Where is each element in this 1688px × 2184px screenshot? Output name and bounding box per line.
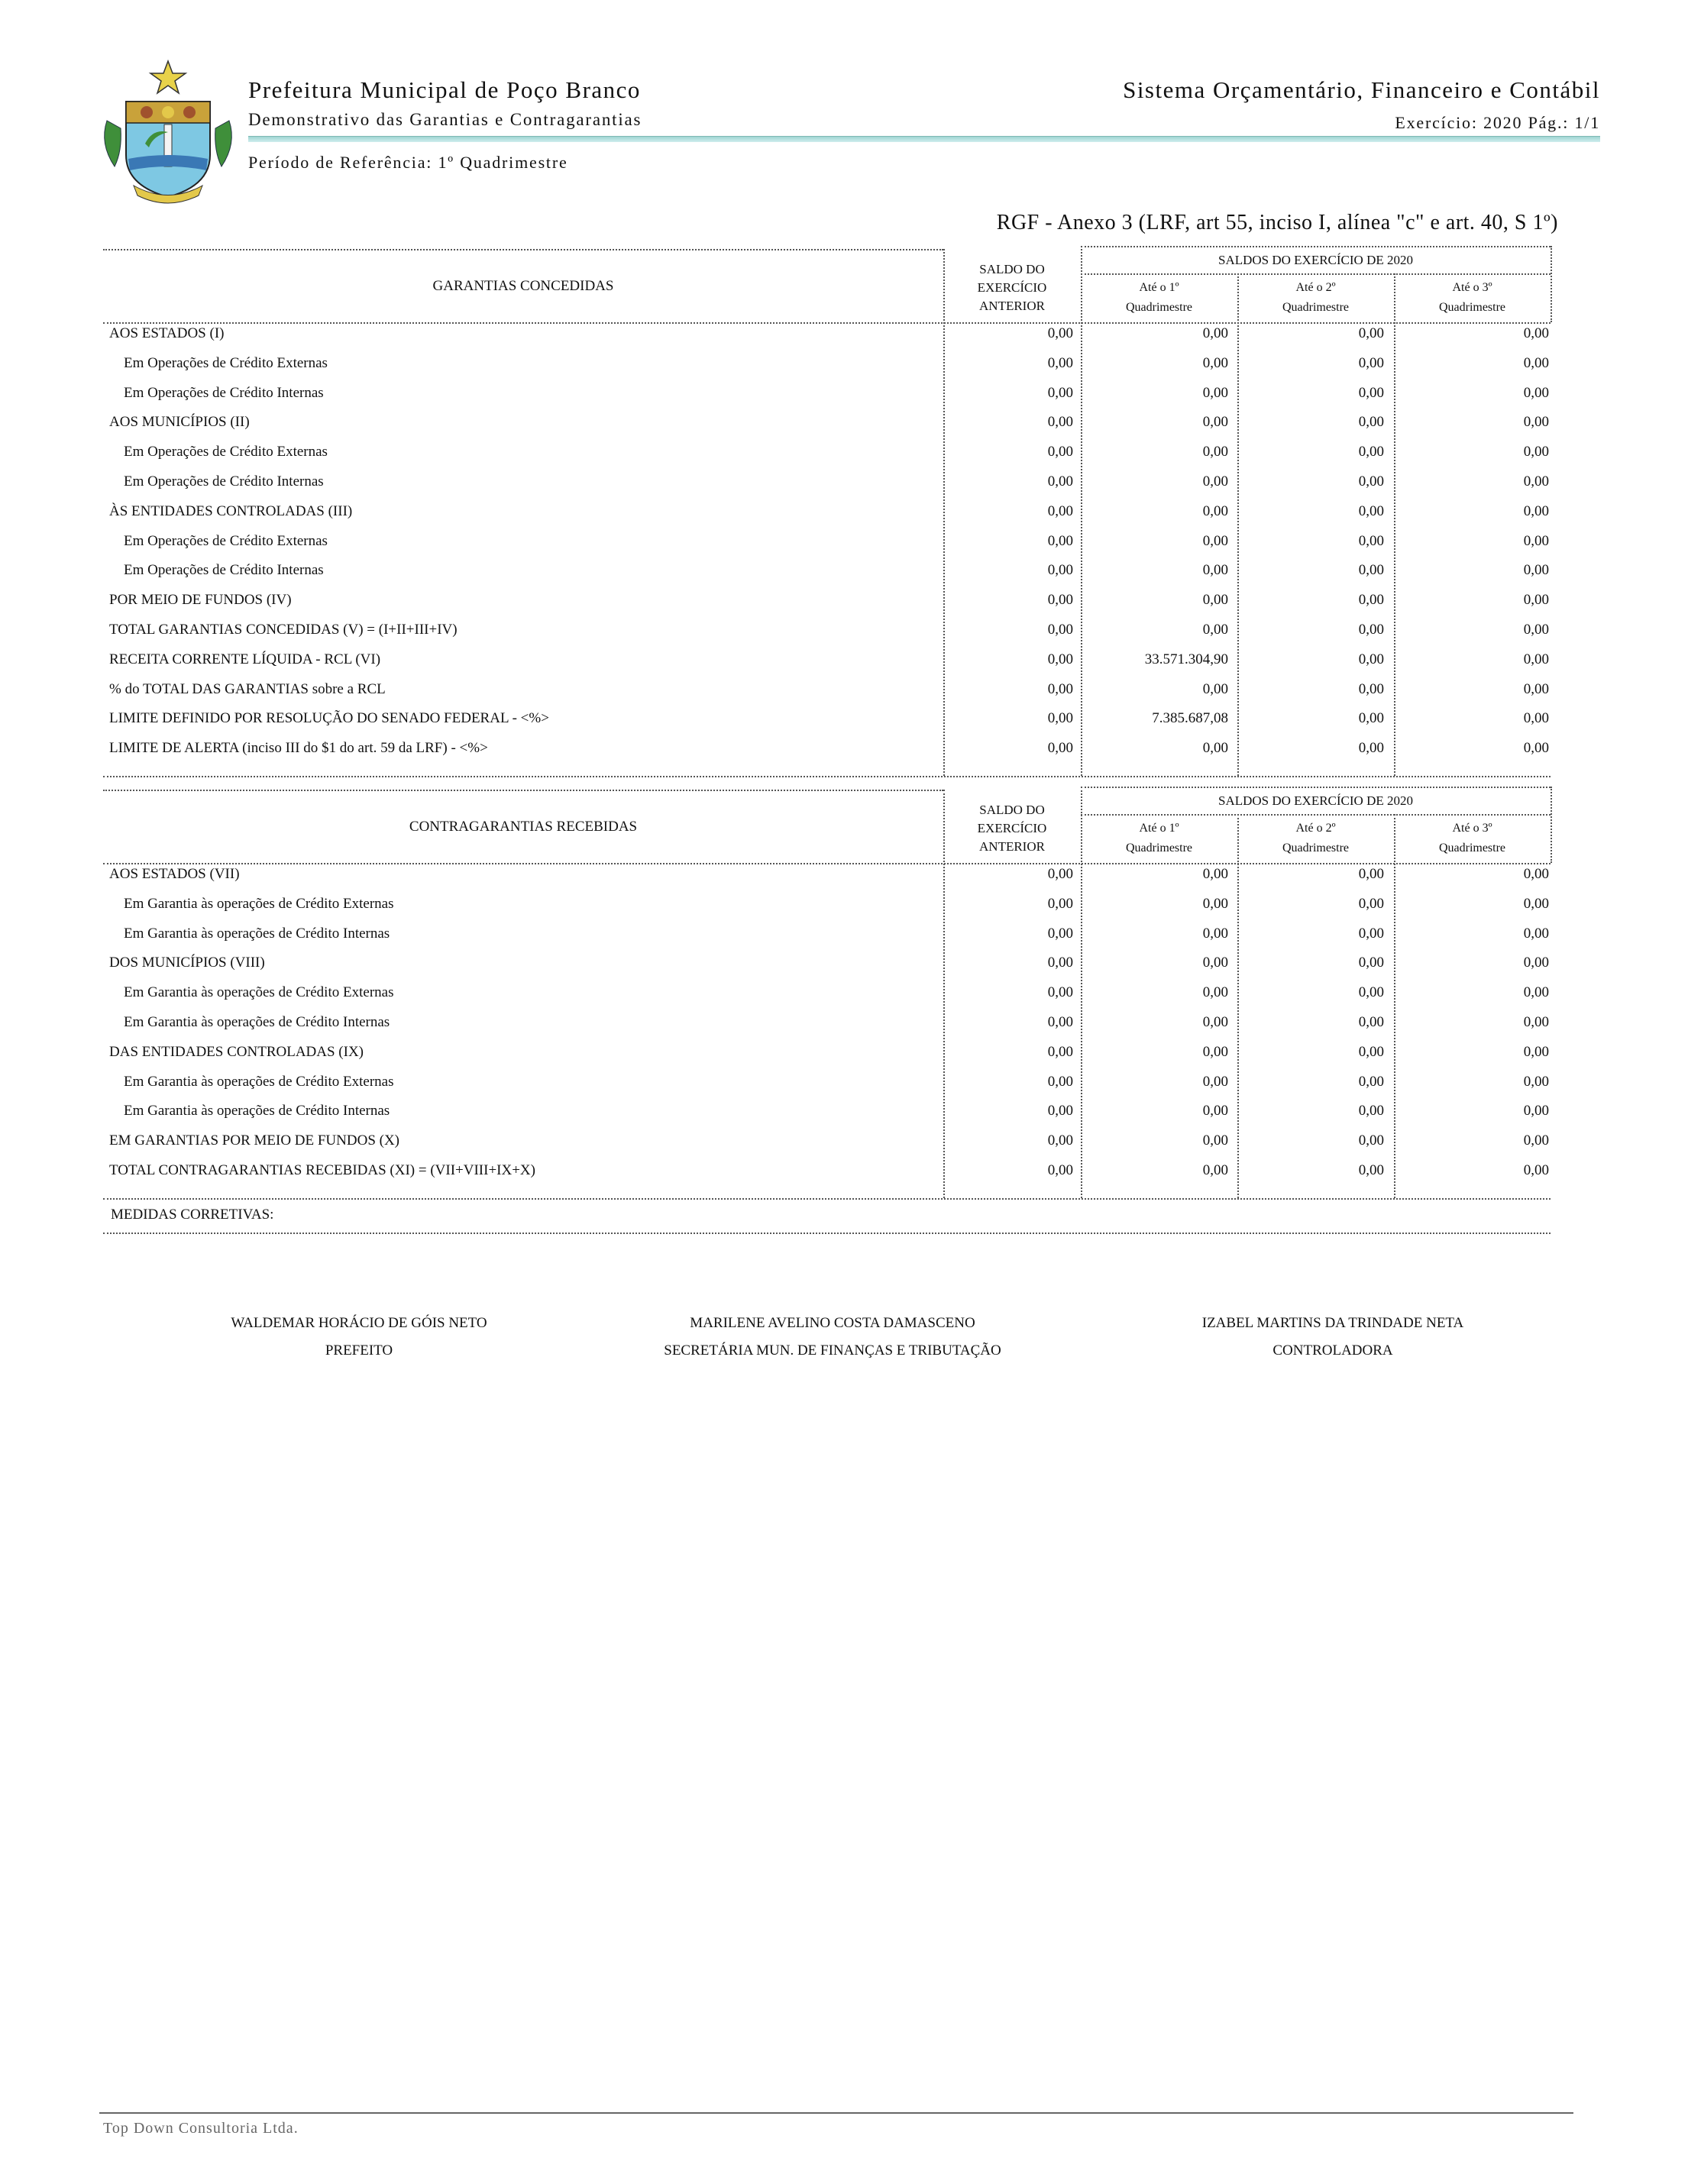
row-value: 0,00 [1047, 502, 1073, 519]
period-header-1: Quadrimestre [1125, 301, 1193, 314]
table1-top-rule [103, 249, 943, 250]
row-value: 0,00 [1523, 1073, 1549, 1090]
row-value: 0,00 [1358, 1103, 1384, 1119]
period-header-3: Quadrimestre [1438, 301, 1506, 314]
row-value: 0,00 [1047, 651, 1073, 667]
signature-role-1: PREFEITO [325, 1342, 393, 1359]
row-value: 0,00 [1047, 1073, 1073, 1090]
row-value: 0,00 [1523, 592, 1549, 609]
row-value: 0,00 [1523, 502, 1549, 519]
row-value: 0,00 [1202, 1103, 1228, 1119]
period-header-1: Até o 1º [1139, 822, 1179, 835]
row-value: 0,00 [1523, 562, 1549, 579]
saldo-anterior-header: SALDO DO [979, 262, 1045, 276]
row-value: 0,00 [1047, 1014, 1073, 1030]
row-value: 0,00 [1523, 955, 1549, 971]
row-label: AOS ESTADOS (VII) [109, 866, 240, 882]
organization-name: Prefeitura Municipal de Poço Branco [248, 76, 641, 103]
row-label: Em Garantia às operações de Crédito Externas [124, 895, 394, 912]
row-value: 0,00 [1523, 473, 1549, 489]
row-label: Em Operações de Crédito Internas [124, 562, 324, 579]
row-label: EM GARANTIAS POR MEIO DE FUNDOS (X) [109, 1132, 400, 1149]
row-value: 0,00 [1358, 1132, 1384, 1149]
table2-title: CONTRAGARANTIAS RECEBIDAS [409, 819, 638, 835]
table2-bottom-rule [103, 1198, 1551, 1200]
row-value: 0,00 [1047, 414, 1073, 431]
row-label: Em Garantia às operações de Crédito Internas [124, 1103, 390, 1119]
row-label: Em Garantia às operações de Crédito Internas [124, 925, 390, 942]
row-value: 0,00 [1202, 532, 1228, 549]
row-value: 0,00 [1358, 1073, 1384, 1090]
row-value: 0,00 [1358, 444, 1384, 460]
row-value: 0,00 [1523, 651, 1549, 667]
saldo-anterior-header: EXERCÍCIO [977, 821, 1047, 835]
row-value: 0,00 [1047, 444, 1073, 460]
table1-header-bottom-rule [103, 322, 1551, 324]
row-label: Em Garantia às operações de Crédito Externas [124, 1073, 394, 1090]
row-value: 0,00 [1358, 384, 1384, 401]
row-value: 0,00 [1523, 414, 1549, 431]
row-value: 0,00 [1358, 532, 1384, 549]
row-value: 0,00 [1202, 354, 1228, 371]
table2-top-rule [103, 790, 943, 791]
row-value: 0,00 [1358, 622, 1384, 638]
row-value: 33.571.304,90 [1144, 651, 1228, 667]
period-header-2: Quadrimestre [1282, 301, 1350, 314]
table1-right-border [1551, 246, 1552, 322]
row-value: 0,00 [1523, 1103, 1549, 1119]
row-label: DOS MUNICÍPIOS (VIII) [109, 955, 265, 971]
row-value: 0,00 [1047, 680, 1073, 697]
row-label: Em Garantia às operações de Crédito Internas [124, 1014, 390, 1030]
saldos-exercicio-header: SALDOS DO EXERCÍCIO DE 2020 [1218, 793, 1413, 808]
row-value: 0,00 [1202, 502, 1228, 519]
table1-title: GARANTIAS CONCEDIDAS [432, 278, 614, 294]
row-value: 0,00 [1358, 562, 1384, 579]
document-title: Demonstrativo das Garantias e Contragarantias [248, 110, 642, 129]
medidas-divider [103, 1233, 1551, 1234]
row-value: 0,00 [1358, 955, 1384, 971]
row-value: 0,00 [1047, 1132, 1073, 1149]
row-value: 0,00 [1047, 532, 1073, 549]
table1-bottom-rule [103, 776, 1551, 777]
row-value: 0,00 [1202, 740, 1228, 757]
row-value: 0,00 [1523, 1162, 1549, 1178]
row-value: 0,00 [1202, 1132, 1228, 1149]
row-value: 0,00 [1358, 651, 1384, 667]
row-value: 0,00 [1047, 895, 1073, 912]
row-value: 0,00 [1523, 680, 1549, 697]
table1-col-divider [1237, 273, 1239, 776]
row-value: 0,00 [1358, 354, 1384, 371]
period-header-3: Até o 3º [1452, 281, 1492, 294]
row-value: 0,00 [1523, 925, 1549, 942]
row-value: 0,00 [1358, 1014, 1384, 1030]
period-header-3: Até o 3º [1452, 822, 1492, 835]
row-label: Em Operações de Crédito Internas [124, 473, 324, 489]
row-value: 0,00 [1202, 984, 1228, 1001]
row-value: 0,00 [1047, 1103, 1073, 1119]
table2-group-top-rule [1081, 787, 1551, 788]
row-value: 0,00 [1358, 740, 1384, 757]
medidas-corretivas-label: MEDIDAS CORRETIVAS: [111, 1207, 274, 1223]
table2-group-sub-rule [1081, 814, 1551, 816]
row-value: 0,00 [1047, 562, 1073, 579]
row-label: % do TOTAL DAS GARANTIAS sobre a RCL [109, 680, 386, 697]
row-value: 0,00 [1523, 1014, 1549, 1030]
table2-col-divider [1237, 814, 1239, 1198]
row-value: 0,00 [1358, 984, 1384, 1001]
row-value: 0,00 [1202, 1043, 1228, 1060]
saldos-exercicio-header: SALDOS DO EXERCÍCIO DE 2020 [1218, 253, 1413, 267]
row-value: 0,00 [1523, 1043, 1549, 1060]
signature-name-3: IZABEL MARTINS DA TRINDADE NETA [1201, 1315, 1464, 1331]
row-label: LIMITE DE ALERTA (inciso III do $1 do art. 59 da LRF) - <%> [109, 740, 488, 757]
row-value: 0,00 [1202, 1162, 1228, 1178]
row-value: 0,00 [1523, 740, 1549, 757]
signature-name-2: MARILENE AVELINO COSTA DAMASCENO [690, 1315, 975, 1331]
row-value: 7.385.687,08 [1152, 710, 1228, 727]
saldo-anterior-header: EXERCÍCIO [977, 280, 1047, 295]
row-label: Em Operações de Crédito Externas [124, 532, 328, 549]
saldo-anterior-header: ANTERIOR [979, 839, 1045, 854]
row-value: 0,00 [1202, 1014, 1228, 1030]
exercise-page: Exercício: 2020 Pág.: 1/1 [1395, 113, 1600, 132]
row-value: 0,00 [1358, 473, 1384, 489]
row-label: AOS MUNICÍPIOS (II) [109, 414, 250, 431]
row-value: 0,00 [1523, 984, 1549, 1001]
saldo-anterior-header: SALDO DO [979, 803, 1045, 817]
row-value: 0,00 [1202, 955, 1228, 971]
row-label: RECEITA CORRENTE LÍQUIDA - RCL (VI) [109, 651, 381, 667]
period-header-2: Até o 2º [1295, 822, 1336, 835]
row-value: 0,00 [1202, 592, 1228, 609]
row-value: 0,00 [1358, 414, 1384, 431]
row-label: POR MEIO DE FUNDOS (IV) [109, 592, 292, 609]
row-value: 0,00 [1202, 680, 1228, 697]
row-value: 0,00 [1047, 473, 1073, 489]
municipal-coat-of-arms-logo [92, 60, 244, 205]
row-value: 0,00 [1523, 866, 1549, 882]
row-value: 0,00 [1358, 866, 1384, 882]
row-value: 0,00 [1202, 895, 1228, 912]
row-value: 0,00 [1202, 1073, 1228, 1090]
row-value: 0,00 [1358, 502, 1384, 519]
row-value: 0,00 [1047, 955, 1073, 971]
row-label: AOS ESTADOS (I) [109, 325, 225, 341]
row-value: 0,00 [1202, 414, 1228, 431]
row-value: 0,00 [1047, 866, 1073, 882]
row-value: 0,00 [1523, 895, 1549, 912]
row-label: TOTAL CONTRAGARANTIAS RECEBIDAS (XI) = (VII+VIII+IX+X) [109, 1162, 535, 1178]
row-value: 0,00 [1358, 710, 1384, 727]
row-label: ÀS ENTIDADES CONTROLADAS (III) [109, 502, 353, 519]
row-value: 0,00 [1202, 622, 1228, 638]
row-value: 0,00 [1202, 562, 1228, 579]
row-value: 0,00 [1523, 1132, 1549, 1149]
row-label: Em Garantia às operações de Crédito Externas [124, 984, 394, 1001]
row-value: 0,00 [1047, 710, 1073, 727]
table2-header-bottom-rule [103, 863, 1551, 864]
row-value: 0,00 [1202, 384, 1228, 401]
row-value: 0,00 [1047, 354, 1073, 371]
row-value: 0,00 [1523, 710, 1549, 727]
footer-company: Top Down Consultoria Ltda. [103, 2120, 299, 2137]
row-value: 0,00 [1523, 532, 1549, 549]
row-value: 0,00 [1047, 622, 1073, 638]
table1-group-sub-rule [1081, 273, 1551, 275]
system-name: Sistema Orçamentário, Financeiro e Contábil [1123, 76, 1600, 103]
table2-col-divider [1394, 814, 1395, 1198]
row-value: 0,00 [1202, 444, 1228, 460]
row-value: 0,00 [1047, 1162, 1073, 1178]
table1-col-divider [1394, 273, 1395, 776]
row-value: 0,00 [1202, 473, 1228, 489]
row-value: 0,00 [1047, 384, 1073, 401]
row-value: 0,00 [1523, 622, 1549, 638]
footer-rule [99, 2112, 1573, 2114]
header-rule [248, 136, 1600, 142]
saldo-anterior-header: ANTERIOR [979, 299, 1045, 313]
row-value: 0,00 [1358, 1162, 1384, 1178]
row-value: 0,00 [1523, 325, 1549, 341]
table2-right-border [1551, 787, 1552, 863]
row-value: 0,00 [1358, 895, 1384, 912]
signature-name-1: WALDEMAR HORÁCIO DE GÓIS NETO [231, 1315, 487, 1331]
row-value: 0,00 [1047, 984, 1073, 1001]
table1-group-top-rule [1081, 246, 1551, 247]
row-value: 0,00 [1358, 592, 1384, 609]
row-label: Em Operações de Crédito Internas [124, 384, 324, 401]
signature-role-3: CONTROLADORA [1272, 1342, 1393, 1359]
row-value: 0,00 [1047, 325, 1073, 341]
row-label: LIMITE DEFINIDO POR RESOLUÇÃO DO SENADO FEDERAL - <%> [109, 710, 549, 727]
row-value: 0,00 [1202, 325, 1228, 341]
row-value: 0,00 [1202, 925, 1228, 942]
row-value: 0,00 [1047, 740, 1073, 757]
signature-role-2: SECRETÁRIA MUN. DE FINANÇAS E TRIBUTAÇÃO [664, 1342, 1001, 1359]
reference-period: Período de Referência: 1º Quadrimestre [248, 153, 568, 172]
period-header-2: Quadrimestre [1282, 842, 1350, 855]
row-value: 0,00 [1047, 1043, 1073, 1060]
row-value: 0,00 [1523, 444, 1549, 460]
period-header-1: Até o 1º [1139, 281, 1179, 294]
row-value: 0,00 [1523, 384, 1549, 401]
row-label: DAS ENTIDADES CONTROLADAS (IX) [109, 1043, 364, 1060]
row-value: 0,00 [1202, 866, 1228, 882]
row-value: 0,00 [1047, 925, 1073, 942]
row-value: 0,00 [1047, 592, 1073, 609]
row-label: Em Operações de Crédito Externas [124, 354, 328, 371]
report-reference: RGF - Anexo 3 (LRF, art 55, inciso I, alínea "c" e art. 40, S 1º) [996, 211, 1558, 234]
row-label: TOTAL GARANTIAS CONCEDIDAS (V) = (I+II+III+IV) [109, 622, 458, 638]
row-value: 0,00 [1358, 1043, 1384, 1060]
period-header-1: Quadrimestre [1125, 842, 1193, 855]
row-value: 0,00 [1523, 354, 1549, 371]
row-value: 0,00 [1358, 325, 1384, 341]
table1-col-divider [1081, 246, 1082, 776]
row-value: 0,00 [1358, 680, 1384, 697]
period-header-2: Até o 2º [1295, 281, 1336, 294]
row-value: 0,00 [1358, 925, 1384, 942]
row-label: Em Operações de Crédito Externas [124, 444, 328, 460]
period-header-3: Quadrimestre [1438, 842, 1506, 855]
